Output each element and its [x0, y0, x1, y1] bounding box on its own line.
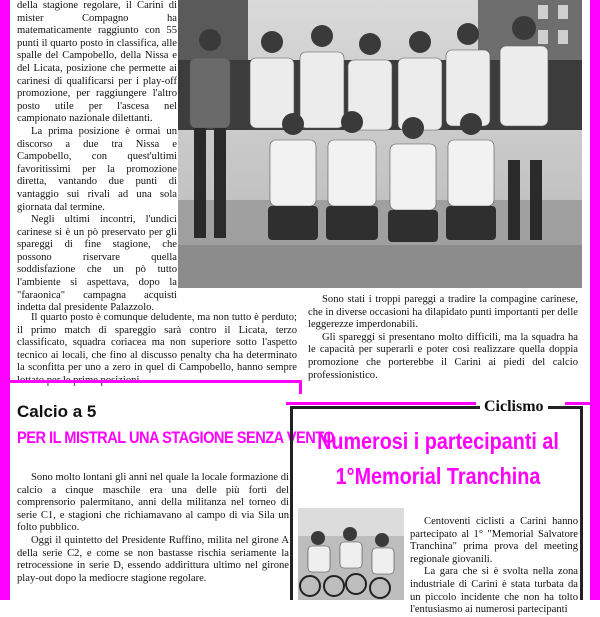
cyclists-photo-illustration [298, 508, 404, 600]
cyclists-photo [298, 508, 404, 600]
team-photo [178, 0, 582, 288]
photo-side-text [308, 294, 578, 382]
tranchina-article [410, 516, 578, 617]
calcio-top-rule [10, 380, 302, 383]
tranchina-headline-line1: Numerosi i partecipanti al [317, 428, 559, 454]
caption-paragraph-2: Gli spareggi si presentano molto difficili, ma la squadra ha le capacità per superarli e poter così realizzare quella doppia promozione che porterebbe il Carini ai piedi del calcio professionistico. [308, 331, 578, 381]
right-magenta-border [590, 0, 600, 600]
mistral-paragraph-2: Oggi il quintetto del Presidente Ruffino, milita nel girone A della serie C2, e come se non bastasse rischia seriamente la retrocessione in serie D, essendo addirittura ultimo nel girone play-out dopo la mediocre stagione regolare. [17, 534, 289, 584]
ciclismo-top-rule [286, 402, 476, 405]
mistral-paragraph-1: Sono molto lontani gli anni nel quale la locale formazione di calcio a cinque maschile era una delle più forti del comprensorio palermitano, anni della militanza nel torneo di serie C1, e stagioni che richiamavano al campo di via Sila un folto pubblico. [17, 472, 289, 534]
left-paragraph-1: della stagione regolare, il Carini di mister Compagno ha matematicamente raggiunto con 55 punti il quarto posto in classifica, alle spalle del Campobello, della Nissa e del Licata, posizione che permette ai carinesi di qualificarsi per i play-off promozione, per raggiungere l'altro posto utile per l'ascesa nel campionato nazionale dilettanti. [17, 0, 177, 125]
left-paragraph-3: Negli ultimi incontri, l'undici carinese si è un pò preservato per gli spareggi di fine stagione, che possono riservare quella soddisfazione che un pò tutto l'ambiente si aspettava, dopo la "faraonica" campagna acquisti indetta dal presidente Palazzolo. [17, 214, 177, 314]
tranchina-headline [316, 424, 560, 494]
tranchina-paragraph-2: La gara che si è svolta nella zona industriale di Carini è stata turbata da un piccolo incidente che non ha tolto l'entusiasmo ai numerosi partecipanti [410, 566, 578, 616]
mistral-article [17, 472, 289, 585]
ciclismo-section-label: Ciclismo [480, 398, 548, 416]
calcio-side-rule [299, 380, 302, 394]
team-photo-illustration [178, 0, 582, 288]
ciclismo-top-rule-right [565, 402, 590, 405]
left-magenta-border [0, 0, 10, 600]
caption-paragraph-1: Sono stati i troppi pareggi a tradire la compagine carinese, che in diverse occasioni ha dilapidato punti importanti per delle leggerezze imperdonabili. [308, 294, 578, 331]
calcio-section-label: Calcio a 5 [17, 402, 97, 421]
tranchina-headline-line2: 1°Memorial Tranchina [335, 463, 541, 489]
wide-paragraph-text: Il quarto posto è comunque deludente, ma non tutto è perduto; il primo match di spareggio sarà contro il Licata, terzo classificato, squadra coriacea ma non superiore sotto l'aspetto tecnico ai locali, che fino al discusso penalty cha ha determinato la sconfitta per uno a zero in quel di Campobello, hanno sempre [17, 312, 297, 374]
article-left-column [17, 0, 177, 315]
article-wide-paragraph [17, 312, 297, 388]
left-paragraph-2: La prima posizione è ormai un discorso a due tra Nissa e Campobello, con quest'ultimi favoritissimi per la promozione diretta, vantando due punti di vantaggio sui rivali ad una sola giornata dal termine. [17, 125, 177, 213]
tranchina-paragraph-1: Centoventi ciclisti a Carini hanno partecipato al 1° "Memorial Salvatore Tranchina" prima prova del meeting regionale giovanili. [410, 516, 578, 565]
mistral-headline: PER IL MISTRAL UNA STAGIONE SENZA VENTO [17, 428, 335, 447]
